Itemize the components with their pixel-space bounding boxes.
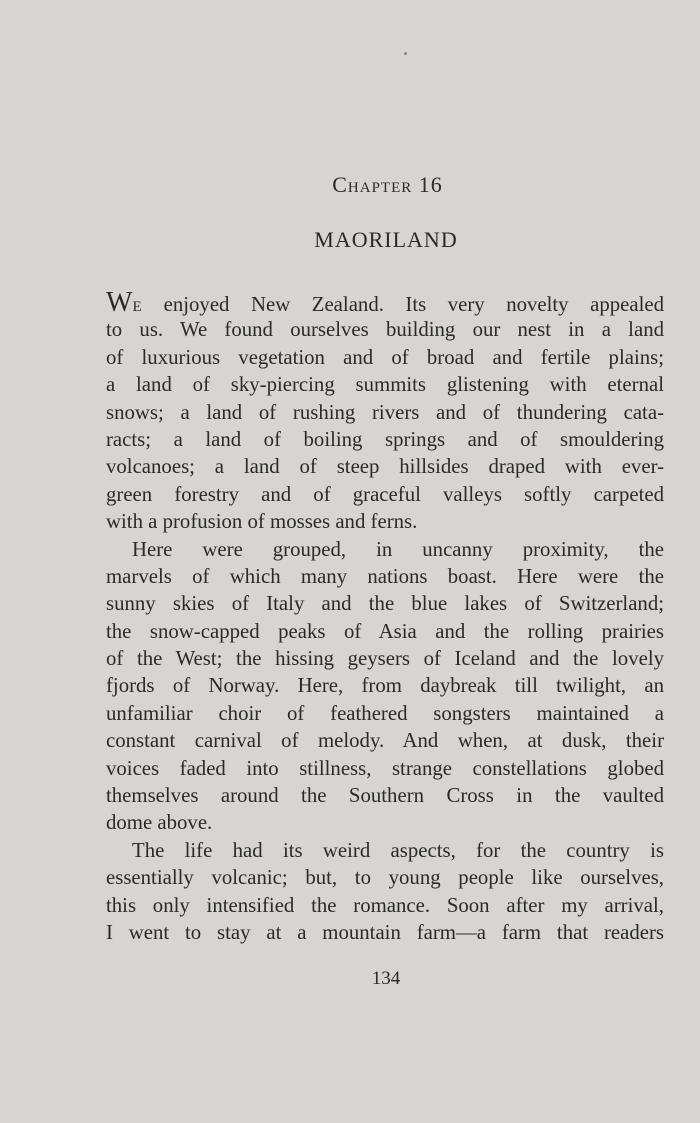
ink-speck bbox=[404, 52, 407, 55]
text-line: of luxurious vegetation and of broad and fertile plains; bbox=[106, 345, 664, 369]
paragraph bbox=[106, 536, 664, 837]
text-line: Here were grouped, in uncanny proximity, the bbox=[132, 537, 664, 561]
drop-cap-rest: E bbox=[132, 299, 143, 315]
text-line: the snow-capped peaks of Asia and the rolling prairies bbox=[106, 619, 664, 643]
text-line: dome above. bbox=[106, 811, 213, 835]
text-line bbox=[106, 289, 664, 316]
text-line: with a profusion of mosses and ferns. bbox=[106, 510, 418, 534]
text-line: to us. We found ourselves building our nest in a land bbox=[106, 318, 664, 342]
paragraph bbox=[106, 289, 664, 536]
chapter-heading: Chapter 16 bbox=[332, 172, 443, 197]
text-line: this only intensified the romance. Soon after my arrival, bbox=[106, 893, 664, 917]
drop-cap: W bbox=[106, 287, 133, 318]
text-line: volcanoes; a land of steep hillsides draped with ever- bbox=[106, 455, 664, 479]
paragraph bbox=[106, 837, 664, 947]
text-line: fjords of Norway. Here, from daybreak till twilight, an bbox=[106, 674, 664, 698]
text-line: a land of sky-piercing summits glistening with eternal bbox=[106, 373, 664, 397]
text-line: unfamiliar choir of feathered songsters maintained a bbox=[106, 701, 664, 725]
text-line: sunny skies of Italy and the blue lakes of Switzerland; bbox=[106, 592, 664, 616]
body-text bbox=[106, 289, 664, 946]
text-line-rest: enjoyed New Zealand. Its very novelty appealed bbox=[163, 293, 664, 316]
text-line: racts; a land of boiling springs and of smouldering bbox=[106, 427, 664, 451]
text-line: snows; a land of rushing rivers and of thundering cata- bbox=[106, 400, 664, 424]
chapter-title: MAORILAND bbox=[314, 227, 458, 252]
text-line: of the West; the hissing geysers of Iceland and the lovely bbox=[106, 647, 664, 671]
page-number: 134 bbox=[371, 968, 401, 989]
text-line: The life had its weird aspects, for the country is bbox=[132, 838, 664, 862]
text-line: constant carnival of melody. And when, at dusk, their bbox=[106, 729, 664, 753]
text-line: marvels of which many nations boast. Here were the bbox=[106, 564, 664, 588]
text-line: themselves around the Southern Cross in the vaulted bbox=[106, 784, 664, 808]
text-line: green forestry and of graceful valleys softly carpeted bbox=[106, 482, 664, 506]
text-line: essentially volcanic; but, to young people like ourselves, bbox=[106, 866, 664, 890]
text-line: I went to stay at a mountain farm—a farm that readers bbox=[106, 920, 664, 944]
text-line: voices faded into stillness, strange constellations globed bbox=[106, 756, 664, 780]
